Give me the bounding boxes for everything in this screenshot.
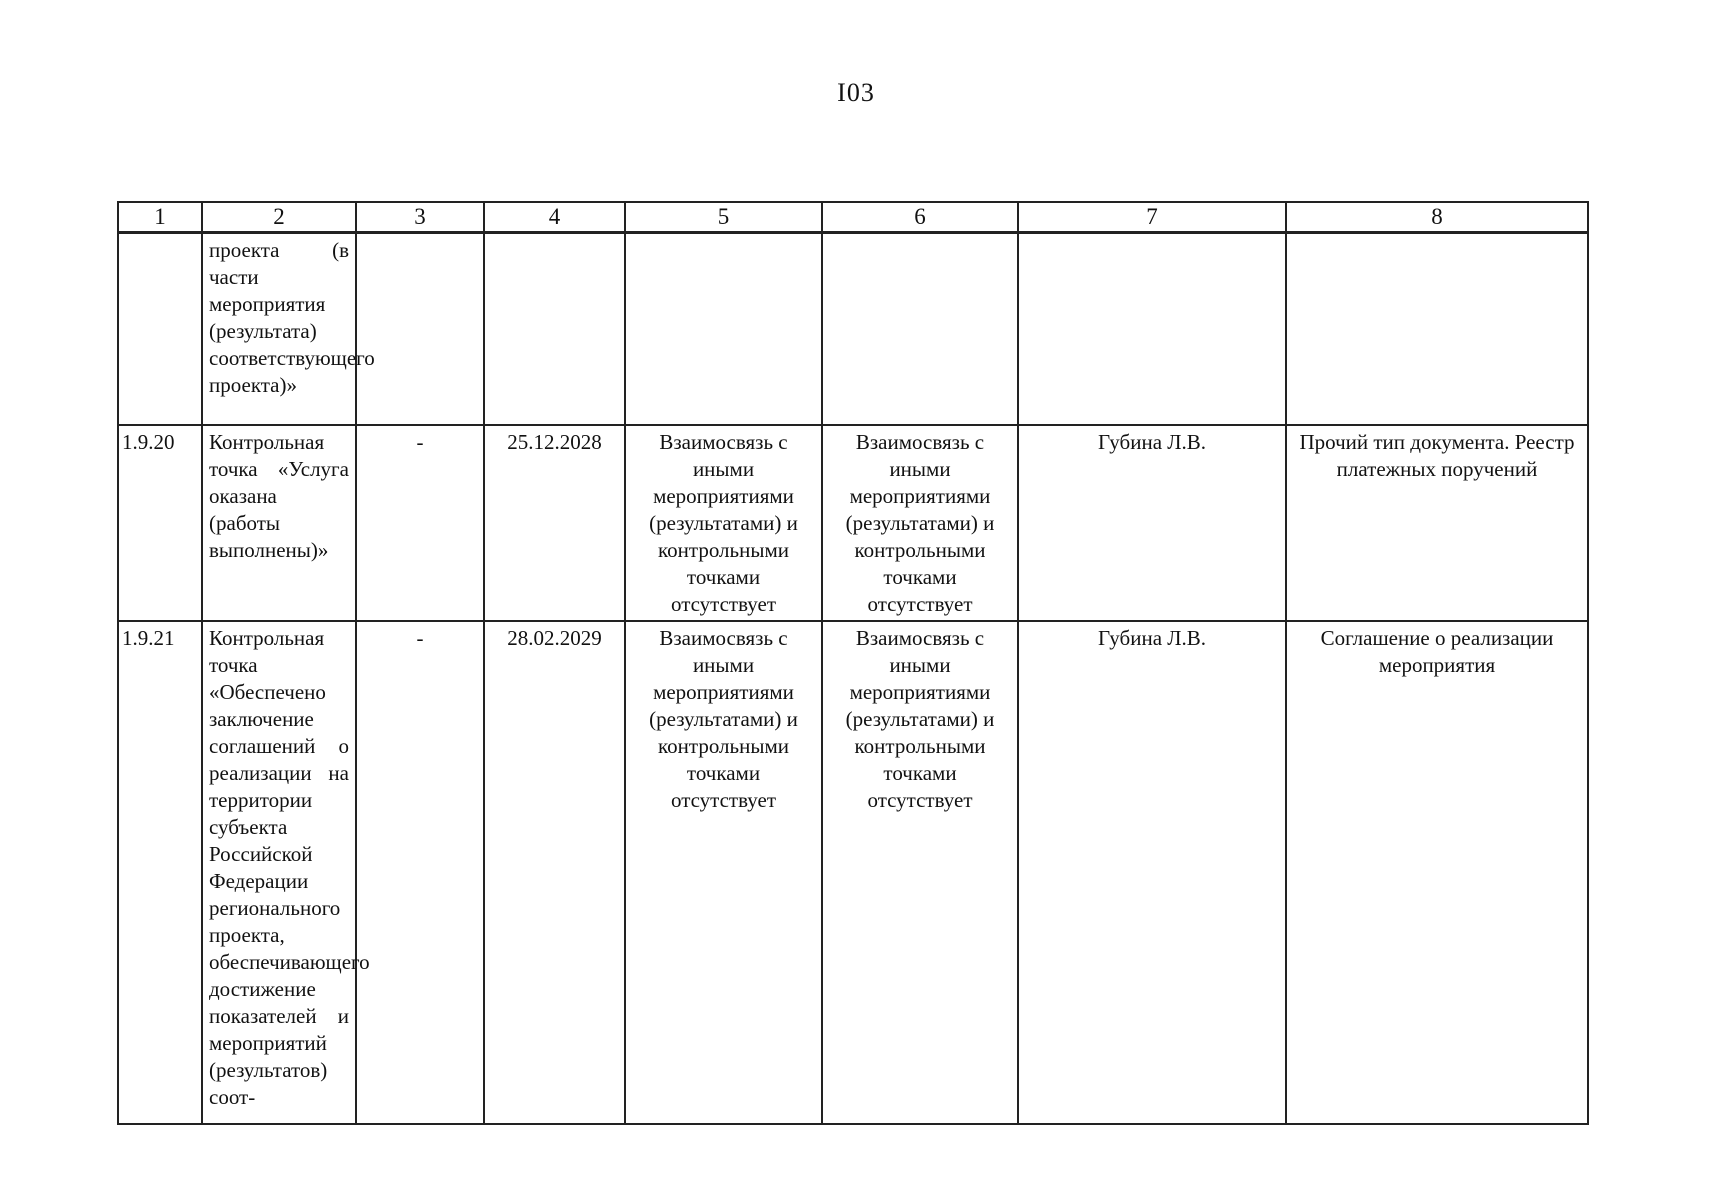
column-header-4: 4 xyxy=(484,202,625,233)
data-table xyxy=(117,201,1589,1125)
cell-id: 1.9.20 xyxy=(118,425,202,621)
cell-responsible: Губина Л.В. xyxy=(1018,425,1286,621)
cell-name: Контрольная точка «Обеспечено заключение соглашений о реализации на территории субъекта Российской Федерации регионального проекта, обеспечивающего достижение показателей и мероприятий (результатов) соот- xyxy=(202,621,356,1124)
cell-document: Соглашение о реализации мероприятия xyxy=(1286,621,1588,1124)
column-header-7: 7 xyxy=(1018,202,1286,233)
cell-col6: Взаимосвязь с иными мероприятиями (результатами) и контрольными точками отсутствует xyxy=(822,425,1018,621)
column-header-3: 3 xyxy=(356,202,484,233)
cell-date: 28.02.2029 xyxy=(484,621,625,1124)
cell-name: Контрольная точка «Услуга оказана (работы выполнены)» xyxy=(202,425,356,621)
cell-col6: Взаимосвязь с иными мероприятиями (результатами) и контрольными точками отсутствует xyxy=(822,621,1018,1124)
column-header-8: 8 xyxy=(1286,202,1588,233)
header-row xyxy=(118,202,1588,233)
cell-date xyxy=(484,233,625,426)
cell-document xyxy=(1286,233,1588,426)
page-number: I03 xyxy=(837,78,875,107)
cell-responsible: Губина Л.В. xyxy=(1018,621,1286,1124)
cell-id xyxy=(118,233,202,426)
cell-col3: - xyxy=(356,621,484,1124)
cell-date: 25.12.2028 xyxy=(484,425,625,621)
cell-col5: Взаимосвязь с иными мероприятиями (результатами) и контрольными точками отсутствует xyxy=(625,621,822,1124)
cell-col3 xyxy=(356,233,484,426)
cell-col3: - xyxy=(356,425,484,621)
cell-col5 xyxy=(625,233,822,426)
column-header-2: 2 xyxy=(202,202,356,233)
table-row-1-9-21 xyxy=(118,621,1588,1124)
table-row-continued xyxy=(118,233,1588,426)
column-header-6: 6 xyxy=(822,202,1018,233)
cell-id: 1.9.21 xyxy=(118,621,202,1124)
cell-responsible xyxy=(1018,233,1286,426)
cell-document: Прочий тип документа. Реестр платежных поручений xyxy=(1286,425,1588,621)
cell-col5: Взаимосвязь с иными мероприятиями (результатами) и контрольными точками отсутствует xyxy=(625,425,822,621)
column-header-1: 1 xyxy=(118,202,202,233)
table-row-1-9-20 xyxy=(118,425,1588,621)
column-header-5: 5 xyxy=(625,202,822,233)
cell-col6 xyxy=(822,233,1018,426)
table-header xyxy=(118,202,1588,233)
cell-name: проекта (в части мероприятия (результата) соответствующего проекта)» xyxy=(202,233,356,426)
